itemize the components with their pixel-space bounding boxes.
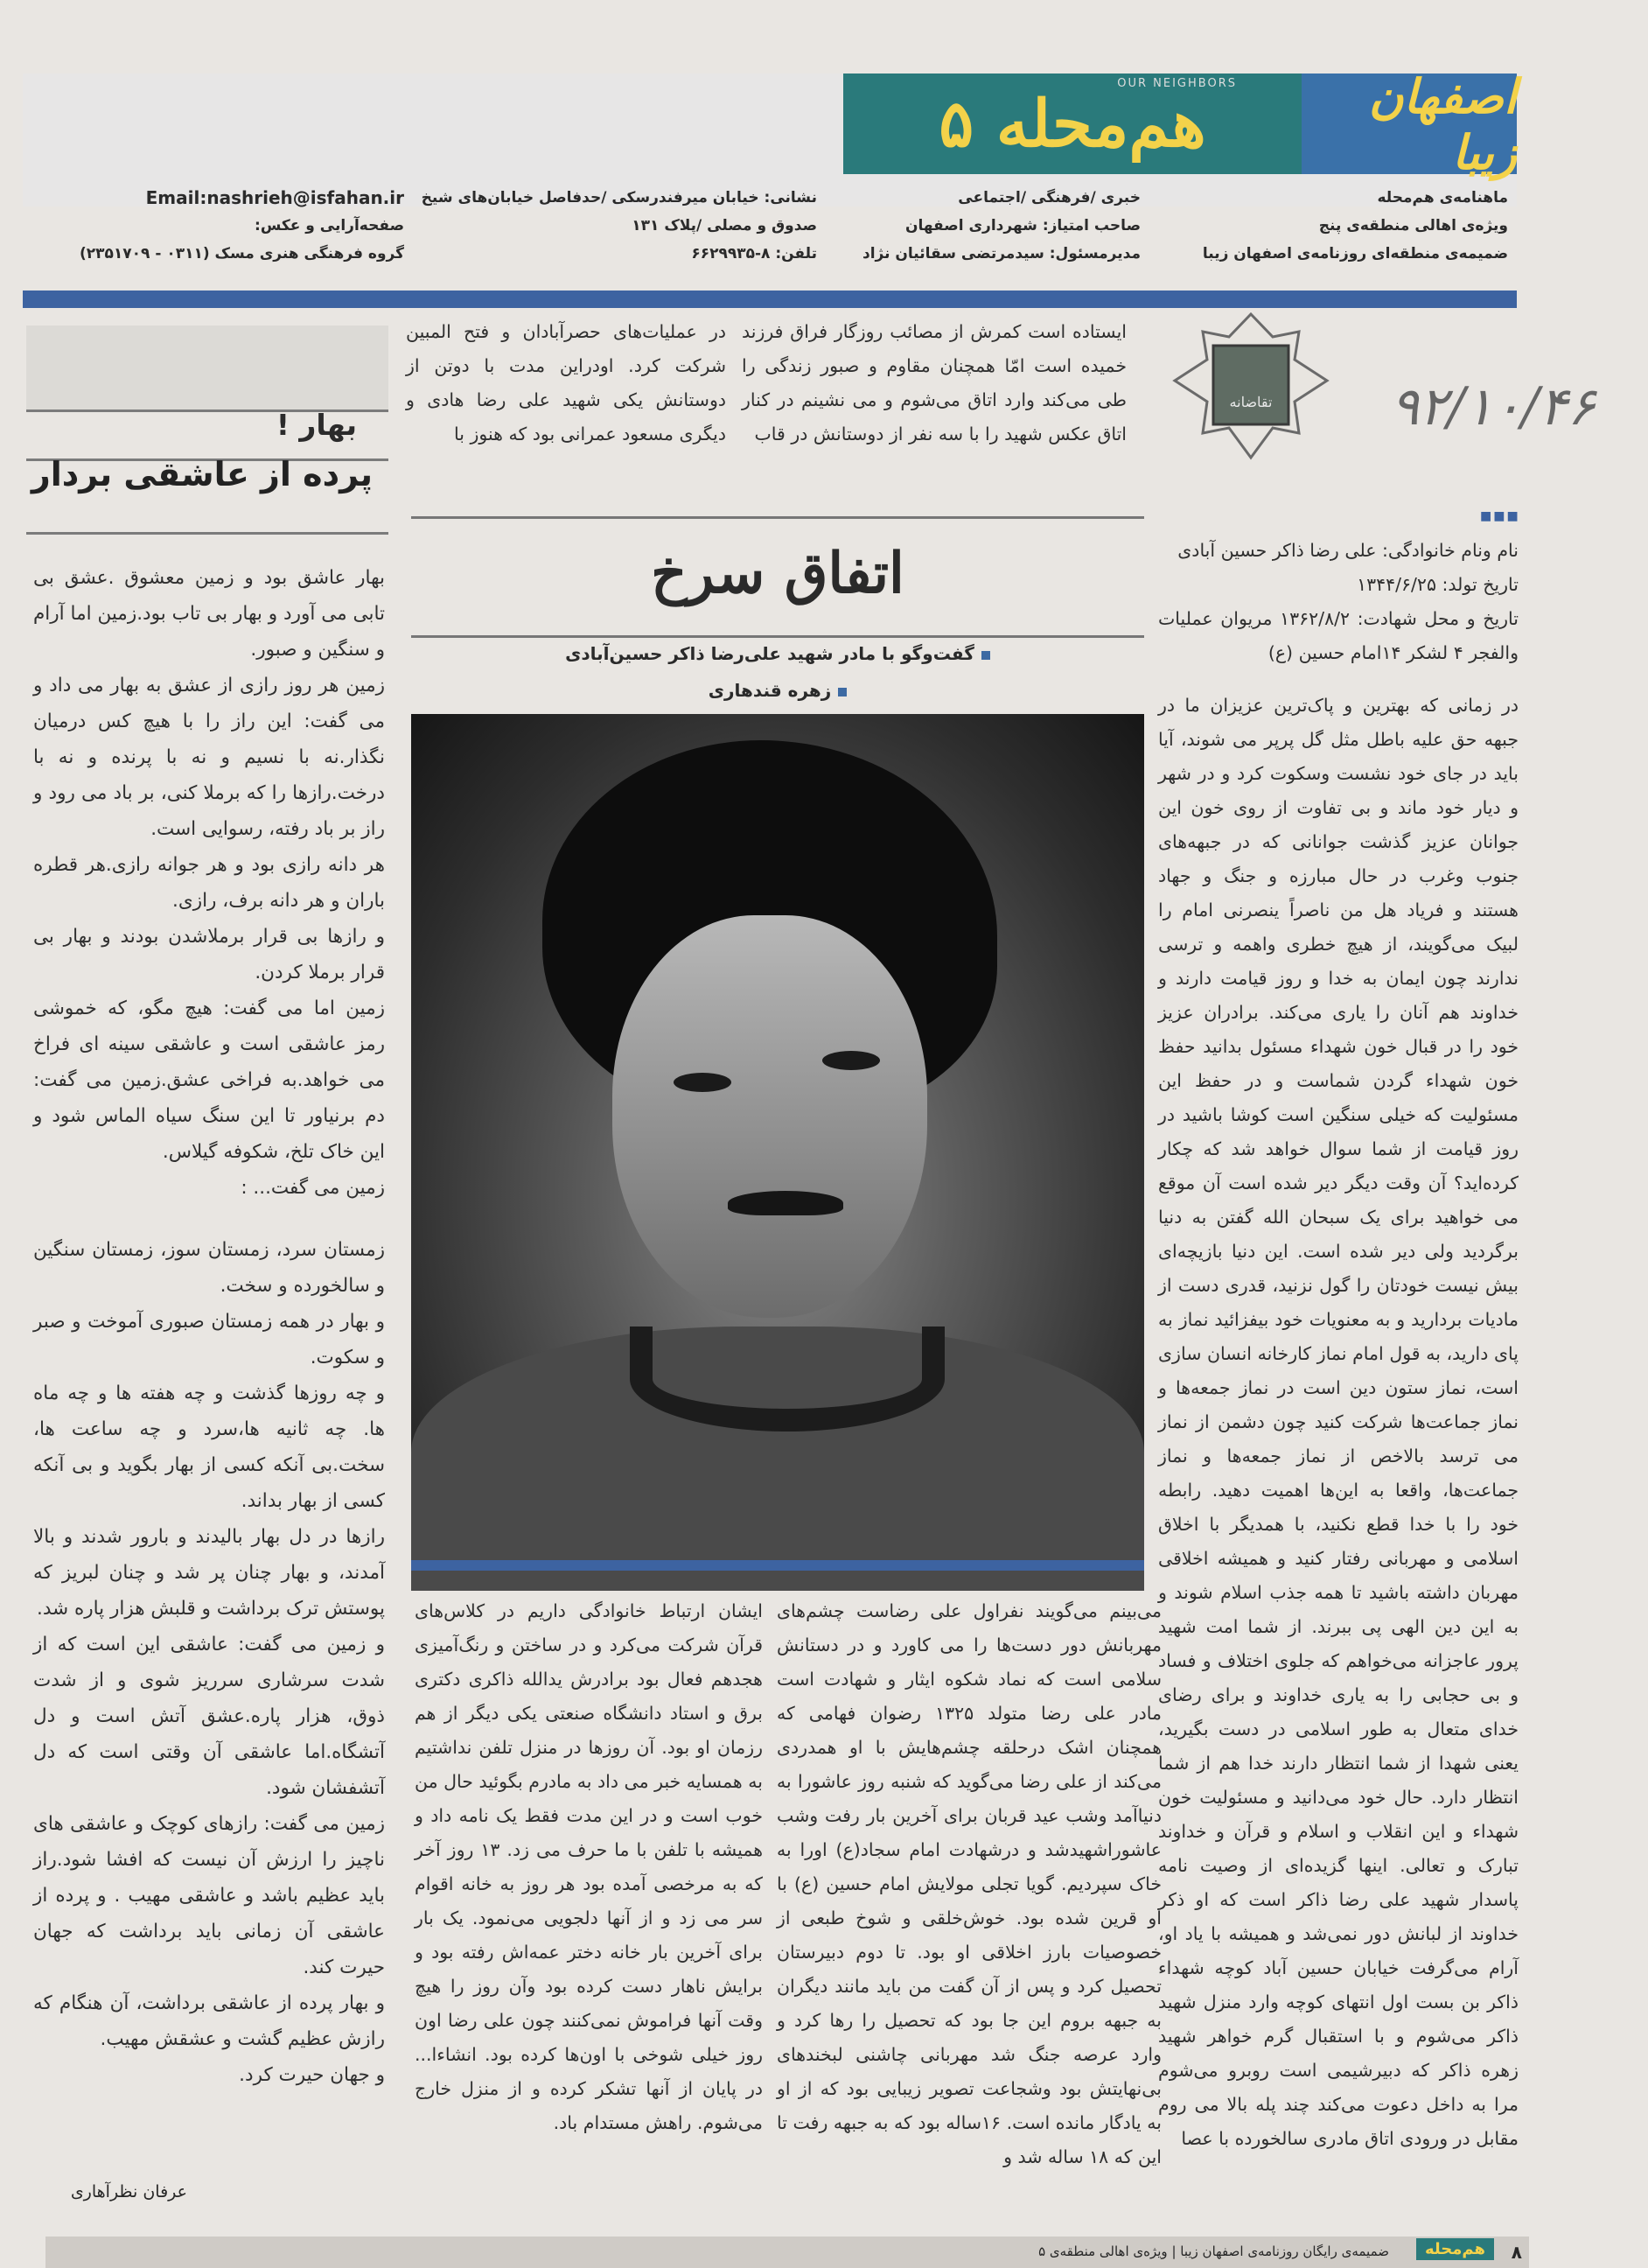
paragraph: رازها در دل بهار بالیدند و بارور شدند و بالا آمدند، و بهار چنان پر شد و چنان لبریز که پوستش ترک برداشت و قلبش هزار پاره شد.	[33, 1526, 385, 1620]
paragraph: و چه روزها گذشت و چه هفته ها و چه ماه ها. چه ثانیه ها،سرد و چه ساعت ها، سخت.بی آنکه کسی از بهار بگوید و بی آنکه کسی از بهار بداند.	[33, 1382, 385, 1512]
dots-icon: ■■■	[1480, 509, 1520, 523]
info-line: گروه فرهنگی هنری مسک (۰۳۱۱ - ۲۳۵۱۷۰۹)	[80, 245, 404, 262]
paragraph: هر دانه رازی بود و هر جوانه رازی.هر قطره باران و هر دانه برف، رازی.	[33, 854, 385, 912]
bio-line: تاریخ و محل شهادت: ۱۳۶۲/۸/۲ مریوان عملیات والفجر ۴ لشکر ۱۴امام حسین (ع)	[1158, 608, 1519, 663]
headline: اتفاق سرخ	[651, 541, 904, 606]
left-column	[26, 326, 388, 2230]
footer-bar	[45, 2236, 1529, 2268]
info-mid	[862, 184, 1141, 268]
ornament-emblem	[1168, 311, 1334, 464]
bullet-icon	[838, 688, 847, 696]
bio-line: تاریخ تولد: ۱۳۴۴/۶/۲۵	[1357, 574, 1519, 595]
paragraph: زمین می گفت... :	[241, 1177, 385, 1199]
photo-rule	[411, 1560, 1144, 1571]
info-right	[1203, 184, 1508, 268]
subtitle	[411, 643, 1144, 664]
info-line: ماهنامه‌ی هم‌محله	[1377, 189, 1508, 206]
publication-info	[23, 175, 1517, 273]
info-line: ویژه‌ی اهالی منطقه‌ی پنج	[1318, 217, 1508, 234]
info-line: تلفن: ۸-۶۶۲۹۹۳۵	[691, 245, 817, 262]
info-line: نشانی: خیابان میرفندرسکی /حدفاصل خیابان‌های شیخ	[421, 189, 817, 206]
header-rule	[23, 290, 1517, 308]
divider	[411, 516, 1144, 519]
left-kicker: بهار !	[276, 408, 357, 442]
page-number: ۸	[1511, 2242, 1522, 2263]
footer-text: ضمیمه‌ی رایگان روزنامه‌ی اصفهان زیبا | ویژه‌ی اهالی منطقه‌ی ۵	[1038, 2244, 1389, 2259]
info-left	[28, 184, 404, 268]
byline	[411, 680, 1144, 701]
paragraph: و بهار پرده از عاشقی برداشت، آن هنگام که رازش عظیم گشت و عشقش مهیب.	[33, 1992, 385, 2050]
logo-subtitle: OUR NEIGHBORS	[1117, 77, 1237, 90]
left-author: عرفان نظرآهاری	[70, 2182, 187, 2202]
masthead	[23, 67, 1517, 262]
info-address	[422, 184, 817, 268]
martyr-photo	[411, 714, 1144, 1591]
left-body	[33, 560, 385, 2093]
photo-eye	[674, 1073, 731, 1092]
email: Email:nashrieh@isfahan.ir	[145, 187, 404, 208]
paragraph: و جهان حیرت کرد.	[239, 2064, 385, 2086]
logo-side	[1302, 67, 1517, 180]
photo-collar	[630, 1326, 945, 1432]
bio-line: نام ونام خانوادگی: علی رضا ذاکر حسین آبادی	[1177, 540, 1519, 561]
article-top-right-col: ایستاده است کمرش از مصائب روزگار فراق فرزند خمیده است امّا همچنان مقاوم و صبور زندگی را طی می‌کند وارد اتاق می‌شوم و می نشینم در کنار اتاق عکس شهید را با سه نفر از دوستانش در قاب	[742, 321, 1127, 444]
paragraph: زمین می گفت: رازهای کوچک و عاشقی های ناچیز را ارزش آن نیست که افشا شود.راز باید عظیم باشد و عاشقی مهیب . و پرده از عاشقی آن زمانی باید برداشت که جهان حیرت کند.	[33, 1813, 385, 1978]
info-line: صفحه‌آرایی و عکس:	[255, 217, 404, 234]
info-line: مدیرمسئول: سیدمرتضی سقائیان نژاد	[862, 245, 1141, 262]
left-title: پرده از عاشقی بردار	[31, 455, 373, 494]
info-line: خبری /فرهنگی /اجتماعی	[958, 189, 1141, 206]
paragraph: بهار عاشق بود و زمین معشوق .عشق بی تابی می آورد و بهار بی تاب بود.زمین اما آرام و سنگین و صبور.	[33, 567, 385, 661]
article-bottom-left-col: ایشان ارتباط خانوادگی داریم در کلاس‌های قرآن شرکت می‌کرد و در ساختن و رنگ‌آمیزی هجدهم فعال بود برادرش یدالله ذاکری دکتری برق و استاد دانشگاه صنعتی یکی دیگر از هم رزمان او بود. آن روزها در منزل تلفن نداشتیم به همسایه خبر می داد به مادرم بگوئید حال من خوب است و در این مدت فقط یک نامه داد و همیشه با تلفن با ما حرف می زد. ۱۳ روز آخر که به مرخصی آمده بود هر روز به خانه اقوام سر می زد و از آنها دلجویی می‌نمود. یک بار برای آخرین بار خانه دختر عمه‌اش رفته بود و برایش ناهار دست کرده بود وآن روز را هیچ وقت آنها فراموش نمی‌کنند چون علی رضا اون روز خیلی شوخی با اون‌ها کرده بود. انشاءا... در پایان از آنها تشکر کرده و از منزل خارج می‌شوم. راهش مستدام باد.	[415, 1600, 763, 2133]
paragraph: و رازها بی قرار برملاشدن بودند و بهار بی قرار برملا کردن.	[33, 926, 385, 984]
divider	[26, 532, 388, 535]
info-line: صدوق و مصلی /پلاک ۱۳۱	[632, 217, 817, 234]
right-body: در زمانی که بهترین و پاک‌ترین عزیزان ما در جبهه حق علیه باطل مثل گل پرپر می شوند، آیا باید در جای خود نشست وسکوت کرد و در شهر و دیار خود ماند و بی تفاوت از روی خون این جوانان عزیز گذشت جوانانی که در جبهه‌های جنوب وغرب در حال مبارزه و جنگ و جهاد هستند و فریاد هل من ناصراً ینصرنی امام را لبیک می‌گویند، از هیچ خطری واهمه و ترسی ندارند چون ایمان به خدا و روز قیامت دارند و خداوند هم آنان را یاری می‌کند. برادران عزیز خود را در قبال خون شهداء مسئول بدانید حفظ خون شهداء گردن شماست و در حفظ این مسئولیت که خیلی سنگین است کوشا باشید در روز قیامت از شما سوال خواهد شد که چکار کرده‌اید؟ آن وقت دیگر دیر شده است آن موقع می خواهید برای یک سبحان الله گفتن به دنیا برگردید ولی دیر شده است. این دنیا بازیچه‌ای بیش نیست خودتان را گول نزنید، قدری دست از ماديات بردارید و به معنويات خود بیفزائید نماز به پای دارید، به قول امام نماز کارخانه انسان سازی است، نماز ستون دین است در نماز جمعه‌ها و نماز جماعت‌ها شرکت کنید چون دشمن از نماز می ترسد بالاخص از نماز جمعه‌ها و نماز جماعت‌ها، واقعا به این‌ها اهمیت دهید. رابطه خود را با خدا قطع نکنید، با همدیگر با اخلاق اسلامی و مهربانی رفتار کنید و همیشه اخلاقی مهربان داشته باشید تا همه جذب اسلام شوند و به این دین الهی پی ببرند. از شما امت شهید پرور عاجزانه می‌خواهم که جلوی اختلاف و فساد و بی حجابی را به یاری خداوند و برای رضای خدای متعال به طور اسلامی در دست بگیرید، یعنی شهدا از شما انتظار دارند خدا هم از شما انتظار دارد. حال خود می‌دانید و مسئولیت خون شهداء و این انقلاب و اسلام و قرآن و خداوند تبارک و تعالی. اینها گزیده‌ای از وصیت نامه پاسدار شهید علی رضا ذاکر است که او ذکر خداوند از لبانش دور نمی‌شد و همیشه با یاد او، آرام می‌گرفت خیابان حسین آباد کوچه شهداء ذاکر بن بست اول انتهای کوچه وارد منزل شهید ذاکر می‌شوم و با استقبال گرم خواهر شهید زهره ذاکر که دبیرشیمی است روبرو می‌شوم مرا به داخل دعوت می‌کند چند پله بالا می روم مقابل در ورودی اتاق مادری سالخورده با عصا	[1158, 695, 1519, 2149]
article-bottom-right-col: می‌بینم می‌گویند نفراول علی رضاست چشم‌های مهربانش دور دست‌ها را می کاورد و در دستانش سلامی است که نماد شکوه ایثار و شهادت است مادر علی رضا متولد ۱۳۲۵ رضوان فهامی که همچنان اشک درحلقه چشم‌هایش با او همدردی می‌کند از علی رضا می‌گوید که شنبه روز عاشورا به دنیاآمد وشب عید قربان برای آخرین بار رفت وشب عاشوراشهیدشد و درشهادت امام سجاد(ع) اورا به خاک سپردیم. گویا تجلی مولایش امام حسین (ع) با او قرین شده بود. خوش‌خلقی و شوخ طبعی از خصوصیات بارز اخلاقی او بود. تا دوم دبیرستان تحصیل کرد و پس از آن گفت من باید مانند دیگران به جبهه بروم این جا بود که تحصیل را رها کرد و وارد عرصه جنگ شد مهربانی چاشنی لبخندهای بی‌نهایتش بود وشجاعت تصویر زیبایی بود که از او به یادگار مانده است. ۱۶ساله بود که به جبهه رفت تا این که ۱۸ ساله شد و	[777, 1600, 1162, 2167]
paragraph: زمین هر روز رازی از عشق به بهار می داد و می گفت: این راز را با هیچ کس درمیان نگذار.نه با نسیم و نه با پرنده و نه با درخت.رازها را که برملا کنی، بر باد می رود و راز بر باد رفته، رسوایی است.	[33, 675, 385, 840]
logo-side-text: اصفهان زیبا	[1368, 67, 1517, 180]
logo	[843, 67, 1517, 180]
photo-face	[612, 915, 927, 1318]
byline-text: زهره قندهاری	[708, 680, 832, 701]
paragraph: زمستان سرد، زمستان سوز، زمستان سنگین و سالخورده و سخت.	[33, 1239, 385, 1297]
emblem-label: تقاضانه	[1229, 394, 1273, 410]
left-column-top	[26, 326, 388, 410]
paragraph: و زمین می گفت: عاشقی این است که از شدت سرشاری سرریز شوی و از شدت ذوق، هزار پاره.عشق آتش است و دل آتشگاه.اما عاشقی آن وقتی است که دل آتشفشان شود.	[33, 1634, 385, 1799]
article-top-left-col: در عملیات‌های حصرآبادان و فتح المبین شرکت کرد. اودراین مدت با دوتن از دوستانش یکی شهید علی رضا هادی و دیگری مسعود عمرانی بود که هنوز با	[406, 321, 726, 444]
photo-eye	[822, 1051, 880, 1070]
handwritten-date: ۹۲/۱۰/۴۶	[1391, 376, 1596, 438]
paragraph: و بهار در همه زمستان صبوری آموخت و صبر و سکوت.	[33, 1311, 385, 1368]
bullet-icon	[981, 651, 990, 660]
logo-main-text: هم‌محله ۵	[939, 86, 1206, 162]
bio-block	[1158, 534, 1519, 670]
divider	[411, 635, 1144, 638]
photo-mustache	[728, 1191, 843, 1215]
info-line: صاحب امتیاز: شهرداری اصفهان	[904, 217, 1141, 234]
subtitle-text: گفت‌وگو با مادر شهید علی‌رضا ذاکر حسین‌آبادی	[565, 643, 974, 664]
footer-logo: هم‌محله	[1416, 2238, 1494, 2260]
paragraph: زمین اما می گفت: هیچ مگو، که خموشی رمز عاشقی است و عاشقی سینه ای فراخ می خواهد.به فراخی عشق.زمین می گفت: دم برنیاور تا این سنگ سیاه الماس شود و این خاک تلخ، شکوفه گیلاس.	[33, 998, 385, 1163]
info-line: ضمیمه‌ی منطقه‌ای روزنامه‌ی اصفهان زیبا	[1202, 245, 1508, 262]
